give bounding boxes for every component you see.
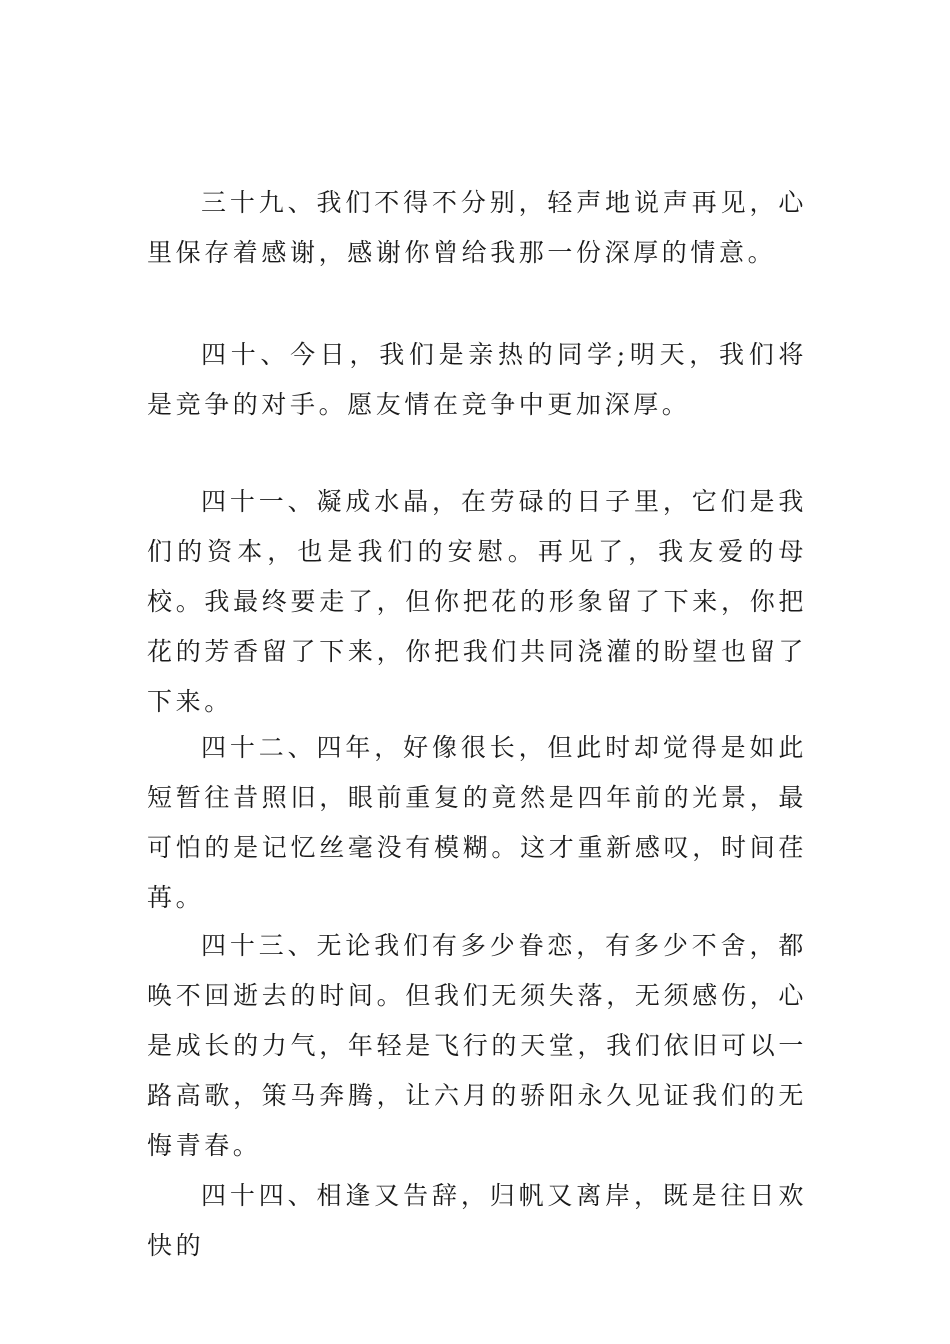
paragraph-44: 四十四、相逢又告辞，归帆又离岸，既是往日欢快的 [147,1181,807,1260]
paragraph-40: 四十、今日，我们是亲热的同学;明天，我们将是竞争的对手。愿友情在竞争中更加深厚。 [147,340,807,419]
paragraph-41: 四十一、凝成水晶，在劳碌的日子里，它们是我们的资本，也是我们的安慰。再见了，我友爱的母校。我最终要走了，但你把花的形象留了下来，你把花的芳香留了下来，你把我们共同浇灌的盼望也留了下来。 [147,487,807,716]
paragraph-39: 三十九、我们不得不分别，轻声地说声再见，心里保存着感谢，感谢你曾给我那一份深厚的情意。 [147,188,807,267]
paragraph-43: 四十三、无论我们有多少眷恋，有多少不舍，都唤不回逝去的时间。但我们无须失落，无须感伤，心是成长的力气，年轻是飞行的天堂，我们依旧可以一路高歌，策马奔腾，让六月的骄阳永久见证我们的无悔青春。 [147,931,807,1160]
paragraph-42: 四十二、四年，好像很长，但此时却觉得是如此短暂往昔照旧，眼前重复的竟然是四年前的光景，最可怕的是记忆丝毫没有模糊。这才重新感叹，时间荏苒。 [147,733,807,912]
